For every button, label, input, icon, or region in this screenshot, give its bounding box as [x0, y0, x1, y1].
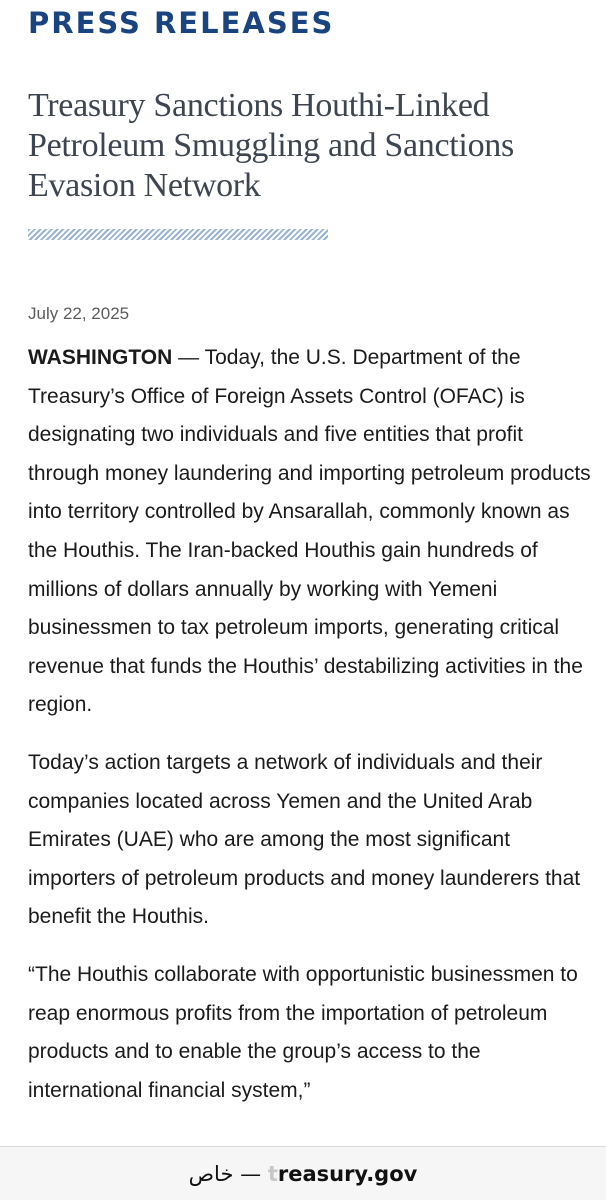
article-paragraph-1: [28, 339, 593, 725]
article-paragraph-2: Today’s action targets a network of individuals and their companies located across Yemen and the United Arab Emirates (UAE) who are among the most significant importers of petroleum products and money launderers that benefit the Houthis.: [28, 750, 581, 929]
publish-date: July 22, 2025: [28, 304, 130, 323]
url-faded-char: t: [267, 1161, 278, 1186]
article-paragraph-3: “The Houthis collaborate with opportunistic businessmen to reap enormous profits from the importation of petroleum products and to enable the group’s access to the international financial system,”: [28, 962, 578, 1102]
address-bar-text[interactable]: [189, 1162, 418, 1186]
private-browsing-label: خاص: [188, 1161, 234, 1186]
browser-address-bar[interactable]: [0, 1146, 606, 1200]
article-title: Treasury Sanctions Houthi-Linked Petroleum Smuggling and Sanctions Evasion Network: [28, 87, 514, 204]
url-domain: reasury.gov: [277, 1161, 418, 1186]
section-label[interactable]: PRESS RELEASES: [28, 6, 335, 40]
lead-text: — Today, the U.S. Department of the Treasury’s Office of Foreign Assets Control (OFAC) is designating two individuals and five entities that profit through money laundering and importing petroleum products into territory controlled by Ansarallah, commonly known as the Houthis. The Iran-backed Houthis gain hundreds of millions of dollars annually by working with Yemeni businessmen to tax petroleum imports, generating critical revenue that funds the Houthis’ destabilizing activities in the region.: [28, 346, 591, 717]
decorative-stripe: [28, 229, 328, 240]
url-separator: —: [233, 1161, 268, 1186]
article-body: [28, 339, 593, 1129]
dateline: WASHINGTON: [28, 346, 173, 369]
